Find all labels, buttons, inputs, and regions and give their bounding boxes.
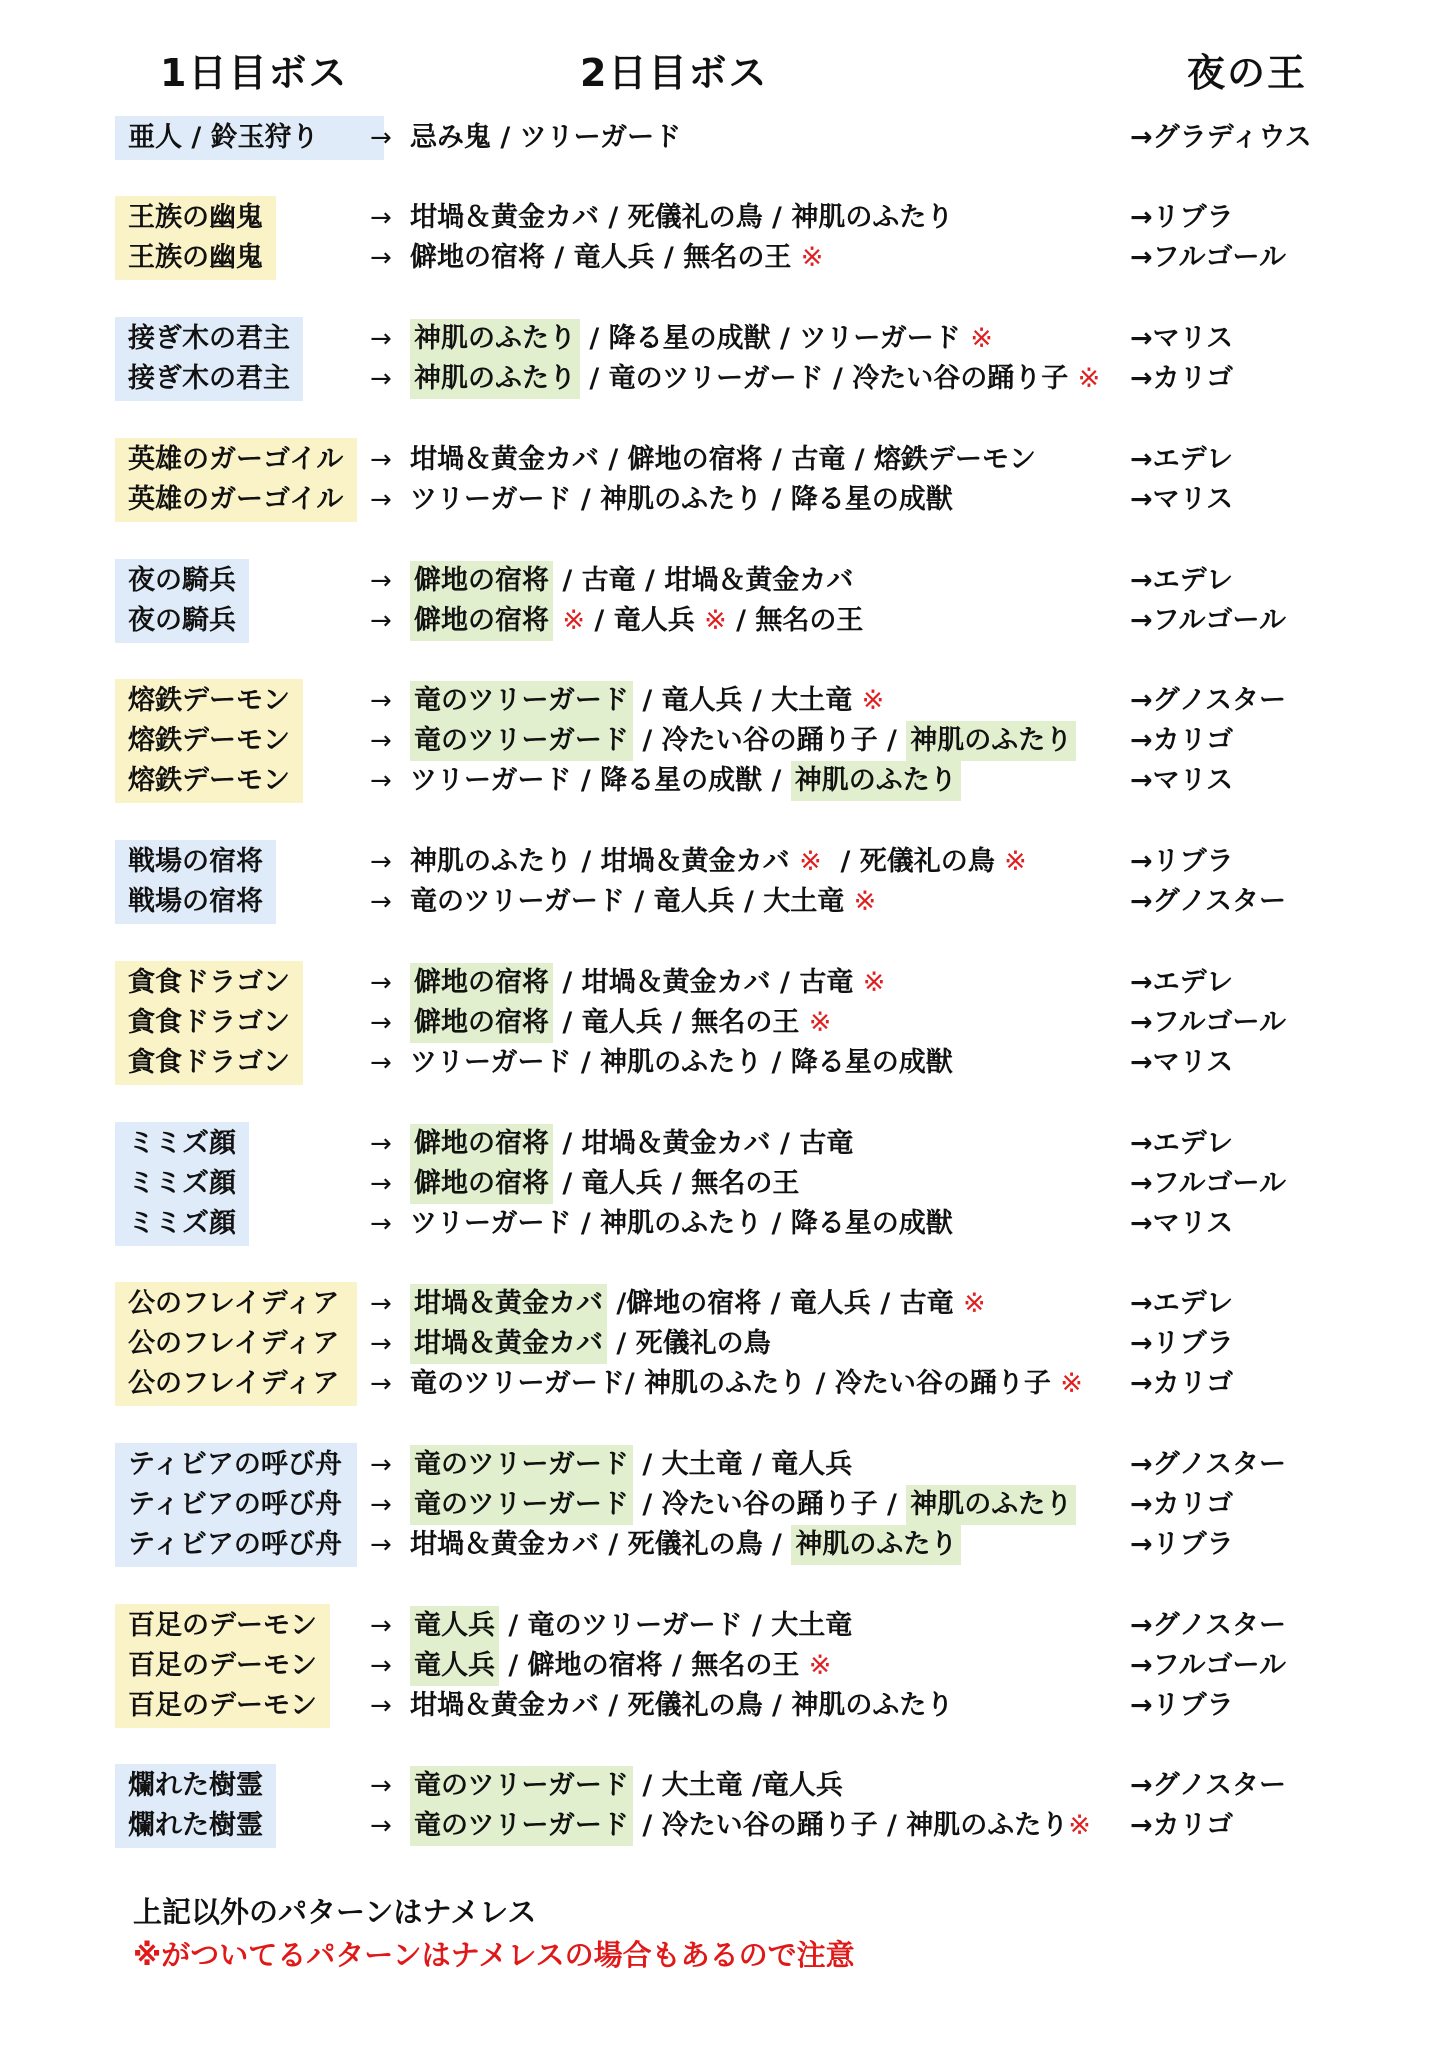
night-king: →リブラ <box>1130 202 1234 233</box>
day2-boss-text: / 大土竜 /竜人兵 <box>632 1770 843 1801</box>
caution-mark: ※ <box>562 605 586 636</box>
table-row <box>0 1445 1448 1485</box>
day2-boss-text: /僻地の宿将 / 竜人兵 / 古竜 <box>607 1288 963 1319</box>
table-row <box>0 359 1448 399</box>
day1-boss: 爛れた樹霊 <box>128 1770 263 1801</box>
day2-boss-text: / 竜のツリーガード / 大土竜 <box>499 1610 853 1641</box>
arrow: → <box>370 1129 392 1159</box>
day2-boss-text: / 冷たい谷の踊り子 / <box>632 725 907 756</box>
night-king: →フルゴール <box>1130 1007 1287 1038</box>
highlighted-boss: 僻地の宿将 <box>410 1003 553 1043</box>
arrow: → <box>370 766 392 796</box>
day2-bosses <box>410 1364 1083 1404</box>
day2-bosses <box>410 1686 953 1726</box>
day1-boss: 接ぎ木の君主 <box>128 363 290 394</box>
table-row <box>0 1204 1448 1244</box>
day1-boss: 王族の幽鬼 <box>128 242 263 273</box>
day1-boss: ミミズ顔 <box>128 1168 236 1199</box>
day2-bosses <box>410 882 876 922</box>
table-row <box>0 1646 1448 1686</box>
arrow: → <box>370 606 392 636</box>
day1-boss: 百足のデーモン <box>128 1650 317 1681</box>
header-day1: 1日目ボス <box>160 51 349 95</box>
day1-boss: ティビアの呼び舟 <box>128 1489 342 1520</box>
header-night-king: 夜の王 <box>1187 51 1308 95</box>
day2-boss-text: / 古竜 / 坩堝＆黄金カバ <box>553 565 854 596</box>
day1-boss: 夜の騎兵 <box>128 605 236 636</box>
day2-bosses <box>410 1485 1076 1525</box>
caution-mark: ※ <box>799 846 822 877</box>
footer-warning: ※がついてるパターンはナメレスの場合もあるので注意 <box>133 1938 855 1972</box>
header-day2: 2日目ボス <box>580 51 769 95</box>
day2-boss-text: / 坩堝＆黄金カバ / 古竜 <box>553 967 863 998</box>
table-row <box>0 480 1448 520</box>
highlighted-boss: 竜人兵 <box>410 1606 499 1646</box>
day2-boss-text: 坩堝＆黄金カバ / 死儀礼の鳥 / 神肌のふたり <box>410 1690 954 1721</box>
day2-bosses <box>410 1003 831 1043</box>
arrow: → <box>370 968 392 998</box>
table-row <box>0 882 1448 922</box>
day2-bosses <box>410 963 885 1003</box>
caution-mark: ※ <box>800 242 824 273</box>
night-king: →マリス <box>1130 765 1234 796</box>
day1-boss: 王族の幽鬼 <box>128 202 263 233</box>
day1-boss: 夜の騎兵 <box>128 565 236 596</box>
table-row <box>0 1485 1448 1525</box>
arrow: → <box>370 1289 392 1319</box>
highlighted-boss: 神肌のふたり <box>410 359 580 399</box>
night-king: →フルゴール <box>1130 605 1287 636</box>
day2-boss-text: ツリーガード / 神肌のふたり / 降る星の成獣 <box>410 484 953 515</box>
day2-bosses <box>410 319 993 359</box>
table-row <box>0 721 1448 761</box>
highlighted-boss: 竜のツリーガード <box>410 681 633 721</box>
day2-bosses <box>410 1284 986 1324</box>
night-king: →フルゴール <box>1130 242 1287 273</box>
day2-boss-text: 神肌のふたり / 坩堝＆黄金カバ <box>410 846 800 877</box>
day2-boss-text: / 竜人兵 / 無名の王 <box>553 1168 800 1199</box>
day2-boss-text: / 死儀礼の鳥 <box>821 846 1005 877</box>
caution-mark: ※ <box>704 605 727 636</box>
day2-boss-text: 坩堝＆黄金カバ / 僻地の宿将 / 古竜 / 熔鉄デーモン <box>410 444 1036 475</box>
day2-bosses <box>410 1766 843 1806</box>
day2-boss-text: / 竜人兵 / 無名の王 <box>553 1007 809 1038</box>
arrow: → <box>370 1811 392 1841</box>
night-king: →フルゴール <box>1130 1168 1287 1199</box>
arrow: → <box>370 1329 392 1359</box>
table-row <box>0 118 1448 158</box>
night-king: →エデレ <box>1130 444 1234 475</box>
night-king: →カリゴ <box>1130 1489 1234 1520</box>
day2-bosses <box>410 1606 852 1646</box>
arrow: → <box>370 485 392 515</box>
table-row <box>0 1806 1448 1846</box>
highlighted-boss: 竜のツリーガード <box>410 1445 633 1485</box>
day1-boss: 貪食ドラゴン <box>128 967 290 998</box>
night-king: →リブラ <box>1130 846 1234 877</box>
day2-boss-text: / 死儀礼の鳥 <box>607 1328 771 1359</box>
table-row <box>0 601 1448 641</box>
night-king: →リブラ <box>1130 1328 1234 1359</box>
caution-mark: ※ <box>1060 1368 1083 1399</box>
arrow: → <box>370 686 392 716</box>
highlighted-boss: 竜のツリーガード <box>410 1485 633 1525</box>
night-king: →カリゴ <box>1130 363 1234 394</box>
table-row <box>0 561 1448 601</box>
day2-bosses <box>410 1445 852 1485</box>
night-king: →グノスター <box>1130 1449 1287 1480</box>
night-king: →カリゴ <box>1130 725 1234 756</box>
day1-boss: 百足のデーモン <box>128 1610 317 1641</box>
day2-boss-text: 僻地の宿将 / 竜人兵 / 無名の王 <box>410 242 801 273</box>
table-row <box>0 1003 1448 1043</box>
arrow: → <box>370 1008 392 1038</box>
day2-bosses <box>410 359 1100 399</box>
table-row <box>0 1766 1448 1806</box>
day2-boss-text: 竜のツリーガード / 竜人兵 / 大土竜 <box>410 886 854 917</box>
day1-boss: 公のフレイディア <box>128 1288 340 1319</box>
day2-boss-text: ツリーガード / 神肌のふたり / 降る星の成獣 <box>410 1208 953 1239</box>
day2-bosses <box>410 480 953 520</box>
caution-mark: ※ <box>1077 363 1101 394</box>
caution-mark: ※ <box>962 1288 986 1319</box>
highlighted-boss: 竜のツリーガード <box>410 1766 633 1806</box>
day2-bosses <box>410 440 1036 480</box>
arrow: → <box>370 1169 392 1199</box>
table-row <box>0 1606 1448 1646</box>
highlighted-boss: 竜人兵 <box>410 1646 499 1686</box>
night-king: →マリス <box>1130 1208 1234 1239</box>
day1-boss: 接ぎ木の君主 <box>128 323 290 354</box>
day1-boss: ティビアの呼び舟 <box>128 1449 342 1480</box>
highlighted-boss: 神肌のふたり <box>410 319 580 359</box>
arrow: → <box>370 123 392 153</box>
arrow: → <box>370 1369 392 1399</box>
arrow: → <box>370 566 392 596</box>
day2-bosses <box>410 761 961 801</box>
day1-boss: 貪食ドラゴン <box>128 1047 290 1078</box>
table-row <box>0 1686 1448 1726</box>
day2-boss-text: / 坩堝＆黄金カバ / 古竜 <box>553 1128 854 1159</box>
night-king: →グノスター <box>1130 1770 1287 1801</box>
day2-bosses <box>410 842 1027 882</box>
day2-boss-text: / 冷たい谷の踊り子 / 神肌のふたり <box>632 1810 1069 1841</box>
arrow: → <box>370 1651 392 1681</box>
caution-mark: ※ <box>970 323 993 354</box>
arrow: → <box>370 1209 392 1239</box>
caution-mark: ※ <box>862 967 886 998</box>
day2-boss-text: / 竜人兵 / 大土竜 <box>632 685 862 716</box>
caution-mark: ※ <box>808 1650 832 1681</box>
caution-mark: ※ <box>1068 1810 1091 1841</box>
day2-boss-text: ツリーガード / 降る星の成獣 / <box>410 765 791 796</box>
day2-boss-text: / 僻地の宿将 / 無名の王 <box>499 1650 809 1681</box>
night-king: →リブラ <box>1130 1690 1234 1721</box>
caution-mark: ※ <box>861 685 885 716</box>
arrow: → <box>370 1450 392 1480</box>
arrow: → <box>370 1611 392 1641</box>
highlighted-boss: 神肌のふたり <box>791 1525 961 1565</box>
arrow: → <box>370 1048 392 1078</box>
arrow: → <box>370 887 392 917</box>
table-row <box>0 319 1448 359</box>
day1-boss: 英雄のガーゴイル <box>128 484 344 515</box>
arrow: → <box>370 1771 392 1801</box>
arrow: → <box>370 364 392 394</box>
highlighted-boss: 僻地の宿将 <box>410 1164 553 1204</box>
day1-boss: 熔鉄デーモン <box>128 765 290 796</box>
highlighted-boss: 僻地の宿将 <box>410 963 553 1003</box>
highlighted-boss: 竜のツリーガード <box>410 721 633 761</box>
day2-bosses <box>410 1043 953 1083</box>
day1-boss: 熔鉄デーモン <box>128 685 290 716</box>
day2-bosses <box>410 721 1076 761</box>
day2-boss-text: / 無名の王 <box>726 605 864 636</box>
table-row <box>0 681 1448 721</box>
day1-boss: 亜人 / 鈴玉狩り <box>128 122 319 153</box>
night-king: →エデレ <box>1130 967 1234 998</box>
table-row <box>0 1164 1448 1204</box>
highlighted-boss: 坩堝＆黄金カバ <box>410 1284 607 1324</box>
day2-boss-text: 忌み鬼 / ツリーガード <box>410 122 682 153</box>
day1-boss: 貪食ドラゴン <box>128 1007 290 1038</box>
day1-boss: ミミズ顔 <box>128 1208 236 1239</box>
table-row <box>0 842 1448 882</box>
night-king: →フルゴール <box>1130 1650 1287 1681</box>
table-row <box>0 1124 1448 1164</box>
table-row <box>0 761 1448 801</box>
table-row <box>0 440 1448 480</box>
table-row <box>0 1284 1448 1324</box>
night-king: →グノスター <box>1130 685 1287 716</box>
night-king: →リブラ <box>1130 1529 1234 1560</box>
arrow: → <box>370 1691 392 1721</box>
day2-bosses <box>410 1324 771 1364</box>
day1-boss: 英雄のガーゴイル <box>128 444 344 475</box>
table-row <box>0 1525 1448 1565</box>
arrow: → <box>370 203 392 233</box>
day2-boss-text: / 大土竜 / 竜人兵 <box>632 1449 853 1480</box>
day2-bosses <box>410 118 681 158</box>
night-king: →マリス <box>1130 323 1234 354</box>
day1-boss: 爛れた樹霊 <box>128 1810 263 1841</box>
night-king: →カリゴ <box>1130 1810 1234 1841</box>
highlighted-boss: 僻地の宿将 <box>410 561 553 601</box>
arrow: → <box>370 847 392 877</box>
day2-bosses <box>410 1525 961 1565</box>
highlighted-boss: 神肌のふたり <box>906 721 1076 761</box>
day2-boss-text: / 冷たい谷の踊り子 / <box>632 1489 907 1520</box>
day2-boss-text <box>553 601 562 641</box>
arrow: → <box>370 1490 392 1520</box>
arrow: → <box>370 324 392 354</box>
day2-bosses <box>410 198 953 238</box>
arrow: → <box>370 1530 392 1560</box>
caution-mark: ※ <box>808 1007 832 1038</box>
day2-bosses <box>410 1164 799 1204</box>
day2-boss-text: ツリーガード / 神肌のふたり / 降る星の成獣 <box>410 1047 953 1078</box>
table-row <box>0 238 1448 278</box>
day2-bosses <box>410 561 853 601</box>
day1-boss: 熔鉄デーモン <box>128 725 290 756</box>
table-row <box>0 198 1448 238</box>
day2-bosses <box>410 1806 1091 1846</box>
day2-bosses <box>410 1124 853 1164</box>
highlighted-boss: 坩堝＆黄金カバ <box>410 1324 607 1364</box>
highlighted-boss: 神肌のふたり <box>906 1485 1076 1525</box>
day2-boss-text: / 竜のツリーガード / 冷たい谷の踊り子 <box>580 363 1078 394</box>
day2-bosses <box>410 1204 953 1244</box>
table-row <box>0 1043 1448 1083</box>
night-king: →エデレ <box>1130 565 1234 596</box>
arrow: → <box>370 243 392 273</box>
night-king: →グノスター <box>1130 886 1287 917</box>
highlighted-boss: 神肌のふたり <box>791 761 961 801</box>
arrow: → <box>370 445 392 475</box>
night-king: →グノスター <box>1130 1610 1287 1641</box>
day2-boss-text: 坩堝＆黄金カバ / 死儀礼の鳥 / <box>410 1529 792 1560</box>
day2-boss-text: / 竜人兵 <box>585 605 705 636</box>
table-row <box>0 963 1448 1003</box>
arrow: → <box>370 726 392 756</box>
day2-bosses <box>410 681 884 721</box>
table-row <box>0 1324 1448 1364</box>
night-king: →カリゴ <box>1130 1368 1234 1399</box>
day1-boss: ミミズ顔 <box>128 1128 236 1159</box>
night-king: →エデレ <box>1130 1128 1234 1159</box>
highlighted-boss: 竜のツリーガード <box>410 1806 633 1846</box>
day1-boss: 公のフレイディア <box>128 1328 340 1359</box>
day2-boss-text: 坩堝＆黄金カバ / 死儀礼の鳥 / 神肌のふたり <box>410 202 954 233</box>
day1-boss: 戦場の宿将 <box>128 846 263 877</box>
caution-mark: ※ <box>1004 846 1027 877</box>
day2-boss-text: 竜のツリーガード/ 神肌のふたり / 冷たい谷の踊り子 <box>410 1368 1061 1399</box>
day1-boss: 戦場の宿将 <box>128 886 263 917</box>
night-king: →マリス <box>1130 484 1234 515</box>
day2-bosses <box>410 238 823 278</box>
night-king: →エデレ <box>1130 1288 1234 1319</box>
highlighted-boss: 僻地の宿将 <box>410 601 553 641</box>
footer-note: 上記以外のパターンはナメレス <box>133 1895 537 1929</box>
day2-bosses <box>410 1646 831 1686</box>
caution-mark: ※ <box>853 886 877 917</box>
night-king: →マリス <box>1130 1047 1234 1078</box>
night-king: →グラディウス <box>1130 122 1312 153</box>
day2-boss-text: / 降る星の成獣 / ツリーガード <box>580 323 971 354</box>
day1-boss: 百足のデーモン <box>128 1690 317 1721</box>
highlighted-boss: 僻地の宿将 <box>410 1124 553 1164</box>
day1-boss: 公のフレイディア <box>128 1368 340 1399</box>
day2-bosses <box>410 601 863 641</box>
day1-boss: ティビアの呼び舟 <box>128 1529 342 1560</box>
table-row <box>0 1364 1448 1404</box>
